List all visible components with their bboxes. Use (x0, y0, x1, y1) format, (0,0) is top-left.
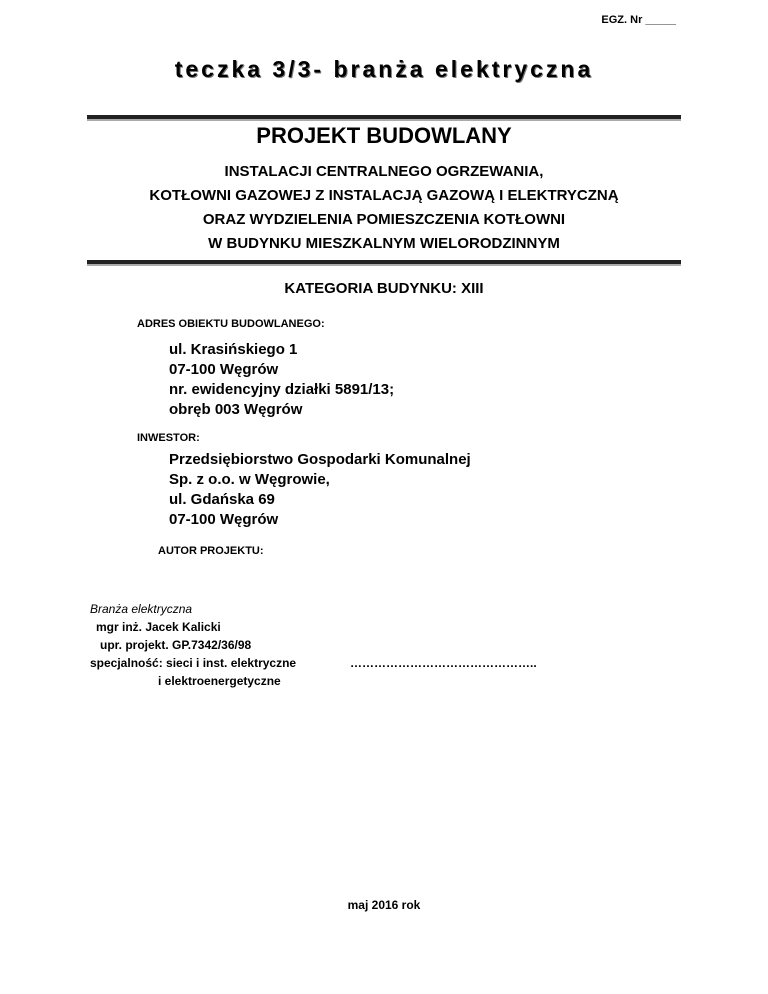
author-license: upr. projekt. GP.7342/36/98 (100, 638, 252, 652)
investor-block (169, 450, 471, 530)
top-divider (87, 115, 681, 121)
investor-label: INWESTOR: (137, 432, 200, 444)
investor-line: ul. Gdańska 69 (169, 491, 275, 508)
subtitle-line: INSTALACJI CENTRALNEGO OGRZEWANIA, (224, 163, 544, 180)
address-block (169, 340, 394, 420)
author-name: mgr inż. Jacek Kalicki (96, 620, 221, 634)
author-specialty-2: i elektroenergetyczne (158, 674, 281, 688)
investor-line: 07-100 Węgrów (169, 511, 279, 528)
author-label: AUTOR PROJEKTU: (158, 545, 264, 557)
subtitle-line: ORAZ WYDZIELENIA POMIESZCZENIA KOTŁOWNI (202, 211, 566, 228)
address-line: 07-100 Węgrów (169, 361, 279, 378)
building-category: KATEGORIA BUDYNKU: XIII (284, 280, 484, 297)
author-branch: Branża elektryczna (90, 602, 193, 616)
address-line: obręb 003 Węgrów (169, 401, 303, 418)
investor-line: Sp. z o.o. w Węgrowie, (169, 471, 330, 488)
author-specialty: specjalność: sieci i inst. elektryczne (90, 656, 297, 670)
address-line: ul. Krasińskiego 1 (169, 341, 298, 358)
bottom-divider (87, 260, 681, 266)
address-label: ADRES OBIEKTU BUDOWLANEGO: (137, 318, 325, 330)
subtitle-line: KOTŁOWNI GAZOWEJ Z INSTALACJĄ GAZOWĄ I ELEKTRYCZNĄ (149, 187, 619, 204)
project-subtitle (0, 160, 768, 256)
investor-line: Przedsiębiorstwo Gospodarki Komunalnej (169, 451, 471, 468)
document-date: maj 2016 rok (347, 898, 421, 912)
address-line: nr. ewidencyjny działki 5891/13; (169, 381, 395, 398)
folder-title: teczka 3/3- branża elektryczna (174, 56, 594, 82)
signature-line: ……………………………………….. (350, 656, 537, 670)
subtitle-line: W BUDYNKU MIESZKALNYM WIELORODZINNYM (208, 235, 560, 252)
copy-number: EGZ. Nr _____ (601, 14, 676, 26)
project-title: PROJEKT BUDOWLANY (256, 123, 512, 148)
